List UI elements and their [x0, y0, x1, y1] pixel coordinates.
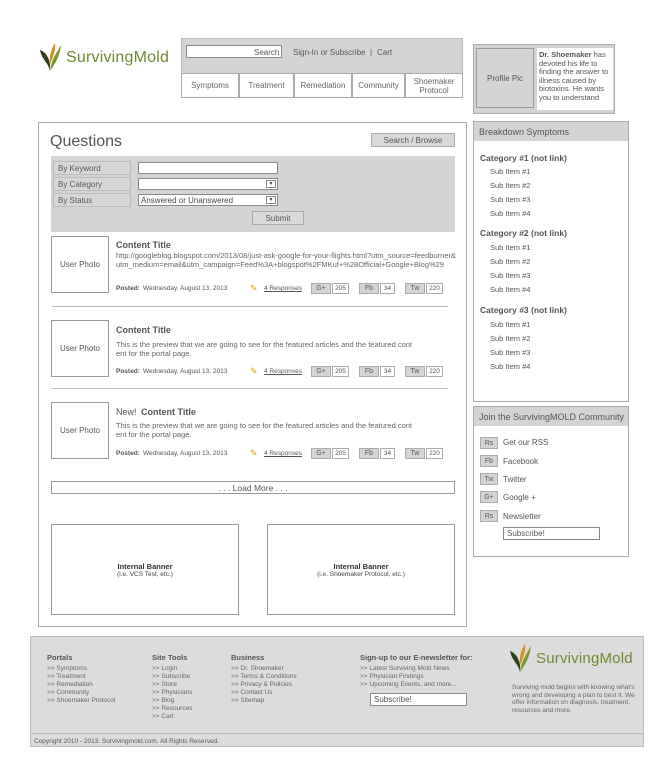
footer-portals-heading: Portals — [47, 653, 73, 662]
facebook-icon[interactable]: Fb — [480, 455, 498, 467]
sub-item-link[interactable]: Sub Item #4 — [490, 285, 531, 294]
footer-tools-heading: Site Tools — [152, 653, 188, 662]
responses-link[interactable]: 4 Responses — [264, 368, 302, 375]
facebook-count: 34 — [380, 366, 395, 377]
load-more-button[interactable]: . . . Load More . . . — [51, 481, 455, 494]
gplus-button[interactable]: G+ — [311, 448, 331, 459]
twitter-icon[interactable]: Tw — [480, 473, 498, 485]
footer-link[interactable]: >> Cart — [152, 713, 174, 720]
facebook-count: 34 — [380, 448, 395, 459]
search-browse-button[interactable]: Search / Browse — [371, 133, 455, 147]
posted-label: Posted: — [116, 285, 140, 292]
gplus-count: 205 — [332, 283, 349, 294]
facebook-link[interactable]: Facebook — [503, 457, 539, 466]
chevron-down-icon: ▾ — [266, 180, 276, 188]
posted-date: Wednesday, August 13, 2013 — [143, 368, 228, 375]
banner-subtitle: (i.e. Shoemaker Protocol, etc.) — [317, 570, 405, 578]
community-heading: Join the SurvivingMOLD Community — [474, 407, 628, 426]
banner-title: Internal Banner — [333, 561, 389, 571]
nav-tab-treatment[interactable]: Treatment — [239, 73, 294, 98]
user-photo: User Photo — [51, 402, 109, 459]
bio-text — [537, 48, 613, 110]
posted-date: Wednesday, August 13, 2013 — [143, 450, 228, 457]
footer-link[interactable]: >> Resources — [152, 705, 193, 712]
sub-item-link[interactable]: Sub Item #1 — [490, 167, 531, 176]
content-title[interactable]: Content Title — [141, 407, 196, 417]
status-select[interactable] — [138, 194, 278, 206]
pencil-icon: ✎ — [250, 283, 258, 293]
footer-link[interactable]: >> Treatment — [47, 673, 86, 680]
footer-newsletter-item: >> Physician Findings — [360, 673, 424, 680]
banner-subtitle: (i.e. VCS Test, etc.) — [117, 570, 173, 578]
pencil-icon: ✎ — [250, 366, 258, 376]
responses-link[interactable]: 4 Responses — [264, 450, 302, 457]
nav-tab-community[interactable]: Community — [352, 73, 405, 98]
logo-text: SurvivingMold — [66, 49, 170, 66]
footer-link[interactable]: >> Blog — [152, 697, 175, 704]
rss-link[interactable]: Get our RSS — [503, 438, 549, 447]
sub-item-link[interactable]: Sub Item #2 — [490, 334, 531, 343]
cart-link[interactable]: Cart — [377, 48, 393, 57]
twitter-count: 220 — [426, 366, 443, 377]
footer-subscribe-input[interactable]: Subscribe! — [370, 693, 467, 706]
gplus-button[interactable]: G+ — [311, 283, 331, 294]
google-plus-link[interactable]: Google + — [503, 493, 536, 502]
twitter-button[interactable]: Tw — [405, 366, 425, 377]
footer-newsletter-item: >> Latest Surviving Mold News — [360, 665, 450, 672]
footer-link[interactable]: >> Sitemap — [231, 697, 265, 704]
content-preview: http://googleblog.blogspot.com/2013/08/just-ask-google-for-your-flights.html?utm_source=feedburner&utm_medium=email&utm_campaign=Feed%3A+blogspot%2FMKuf+%28Official+Google+Blog%29 — [116, 251, 456, 269]
header-separator: | — [370, 48, 373, 57]
sub-item-link[interactable]: Sub Item #2 — [490, 257, 531, 266]
pencil-icon: ✎ — [250, 448, 258, 458]
chevron-down-icon: ▾ — [266, 196, 276, 204]
internal-banner-right[interactable] — [267, 524, 455, 615]
footer-link[interactable]: >> Physicians — [152, 689, 193, 696]
content-title[interactable]: Content Title — [116, 325, 171, 335]
responses-link[interactable]: 4 Responses — [264, 285, 302, 292]
status-value: Answered or Unanswered — [141, 195, 234, 205]
posted-label: Posted: — [116, 368, 140, 375]
mold-leaf-icon — [508, 643, 532, 673]
nav-tab-remediation[interactable]: Remediation — [294, 73, 352, 98]
footer-link[interactable]: >> Dr. Shoemaker — [231, 665, 284, 672]
nav-tab-symptoms[interactable]: Symptoms — [181, 73, 239, 98]
footer-link[interactable]: >> Community — [47, 689, 90, 696]
facebook-button[interactable]: Fb — [359, 283, 379, 294]
bio-description: has devoted his life to finding the answer to illness caused by biotoxins. He wants you to understand — [539, 50, 609, 102]
divider — [52, 388, 448, 389]
user-photo: User Photo — [51, 236, 109, 293]
footer-link[interactable]: >> Store — [152, 681, 177, 688]
footer-about: Surviving mold begins with knowing what's wrong and developing a plan to best it. We offer information on diagnosis, treatment, resources and more. — [512, 684, 635, 714]
newsletter-link[interactable]: Newsletter — [503, 512, 541, 521]
footer-newsletter-heading: Sign-up to our E-newsletter for: — [360, 653, 473, 662]
facebook-button[interactable]: Fb — [359, 366, 379, 377]
facebook-button[interactable]: Fb — [359, 448, 379, 459]
gplus-count: 205 — [332, 448, 349, 459]
footer-link[interactable]: >> Login — [152, 665, 178, 672]
footer-link[interactable]: >> Terms & Conditions — [231, 673, 297, 680]
filter-label-keyword: By Keyword — [53, 161, 131, 175]
footer-link[interactable]: >> Privacy & Policies — [231, 681, 293, 688]
gplus-button[interactable]: G+ — [311, 366, 331, 377]
content-title[interactable]: Content Title — [116, 240, 171, 250]
sub-item-link[interactable]: Sub Item #1 — [490, 243, 531, 252]
filter-label-status: By Status — [53, 193, 131, 207]
google-plus-icon[interactable]: G+ — [480, 491, 498, 503]
category-title: Category #2 (not link) — [480, 228, 567, 238]
copyright: Copyright 2010 - 2013. Survivingmold.com. All Rights Reserved. — [34, 738, 219, 745]
sub-item-link[interactable]: Sub Item #3 — [490, 195, 531, 204]
posted-date: Wednesday, August 13, 2013 — [143, 285, 228, 292]
bio-name[interactable]: Dr. Shoemaker — [539, 50, 592, 59]
divider — [52, 306, 448, 307]
category-title: Category #3 (not link) — [480, 305, 567, 315]
profile-pic: Profile Pic — [476, 48, 534, 108]
twitter-count: 220 — [426, 283, 443, 294]
mold-leaf-icon — [38, 42, 62, 72]
footer-link[interactable]: >> Subscribe — [152, 673, 191, 680]
category-title: Category #1 (not link) — [480, 153, 567, 163]
internal-banner-left[interactable] — [51, 524, 239, 615]
new-badge: New! — [116, 407, 137, 417]
signin-link[interactable]: Sign-In or Subscribe — [293, 48, 366, 57]
category-select[interactable] — [138, 178, 278, 190]
facebook-count: 34 — [380, 283, 395, 294]
sub-item-link[interactable]: Sub Item #3 — [490, 271, 531, 280]
sub-item-link[interactable]: Sub Item #4 — [490, 209, 531, 218]
symptoms-heading: Breakdown Symptoms — [474, 122, 628, 141]
sub-item-link[interactable]: Sub Item #2 — [490, 181, 531, 190]
banner-title: Internal Banner — [117, 561, 173, 571]
footer-logo-text: SurvivingMold — [536, 650, 633, 667]
sidebar-subscribe-input[interactable]: Subscribe! — [503, 527, 600, 540]
sub-item-link[interactable]: Sub Item #1 — [490, 320, 531, 329]
user-photo: User Photo — [51, 320, 109, 377]
submit-button[interactable]: Submit — [252, 211, 304, 225]
footer-link[interactable]: >> Shoemaker Protocol — [47, 697, 116, 704]
twitter-button[interactable]: Tw — [405, 283, 425, 294]
twitter-button[interactable]: Tw — [405, 448, 425, 459]
gplus-count: 205 — [332, 366, 349, 377]
footer-newsletter-item: >> Upcoming Events, and more... — [360, 681, 457, 688]
sub-item-link[interactable]: Sub Item #4 — [490, 362, 531, 371]
footer-business-heading: Business — [231, 653, 265, 662]
newsletter-icon[interactable]: Rs — [480, 510, 498, 522]
filter-label-category: By Category — [53, 177, 131, 191]
rss-icon[interactable]: Rs — [480, 437, 498, 449]
footer-link[interactable]: >> Remediation — [47, 681, 93, 688]
content-preview: This is the preview that we are going to see for the featured articles and the featured content for the portal page. — [116, 340, 413, 358]
page-title: Questions — [50, 133, 123, 150]
site-logo[interactable] — [38, 40, 178, 76]
footer-link[interactable]: >> Symptoms — [47, 665, 88, 672]
content-preview: This is the preview that we are going to see for the featured articles and the featured content for the portal page. — [116, 421, 413, 439]
sub-item-link[interactable]: Sub Item #3 — [490, 348, 531, 357]
twitter-link[interactable]: Twitter — [503, 475, 527, 484]
twitter-count: 220 — [426, 448, 443, 459]
nav-tab-shoemaker-protocol[interactable]: Shoemaker Protocol — [405, 73, 463, 98]
footer-link[interactable]: >> Contact Us — [231, 689, 273, 696]
footer-logo[interactable] — [508, 643, 638, 679]
search-button[interactable]: Search — [254, 48, 280, 57]
posted-label: Posted: — [116, 450, 140, 457]
keyword-input[interactable] — [138, 162, 278, 174]
